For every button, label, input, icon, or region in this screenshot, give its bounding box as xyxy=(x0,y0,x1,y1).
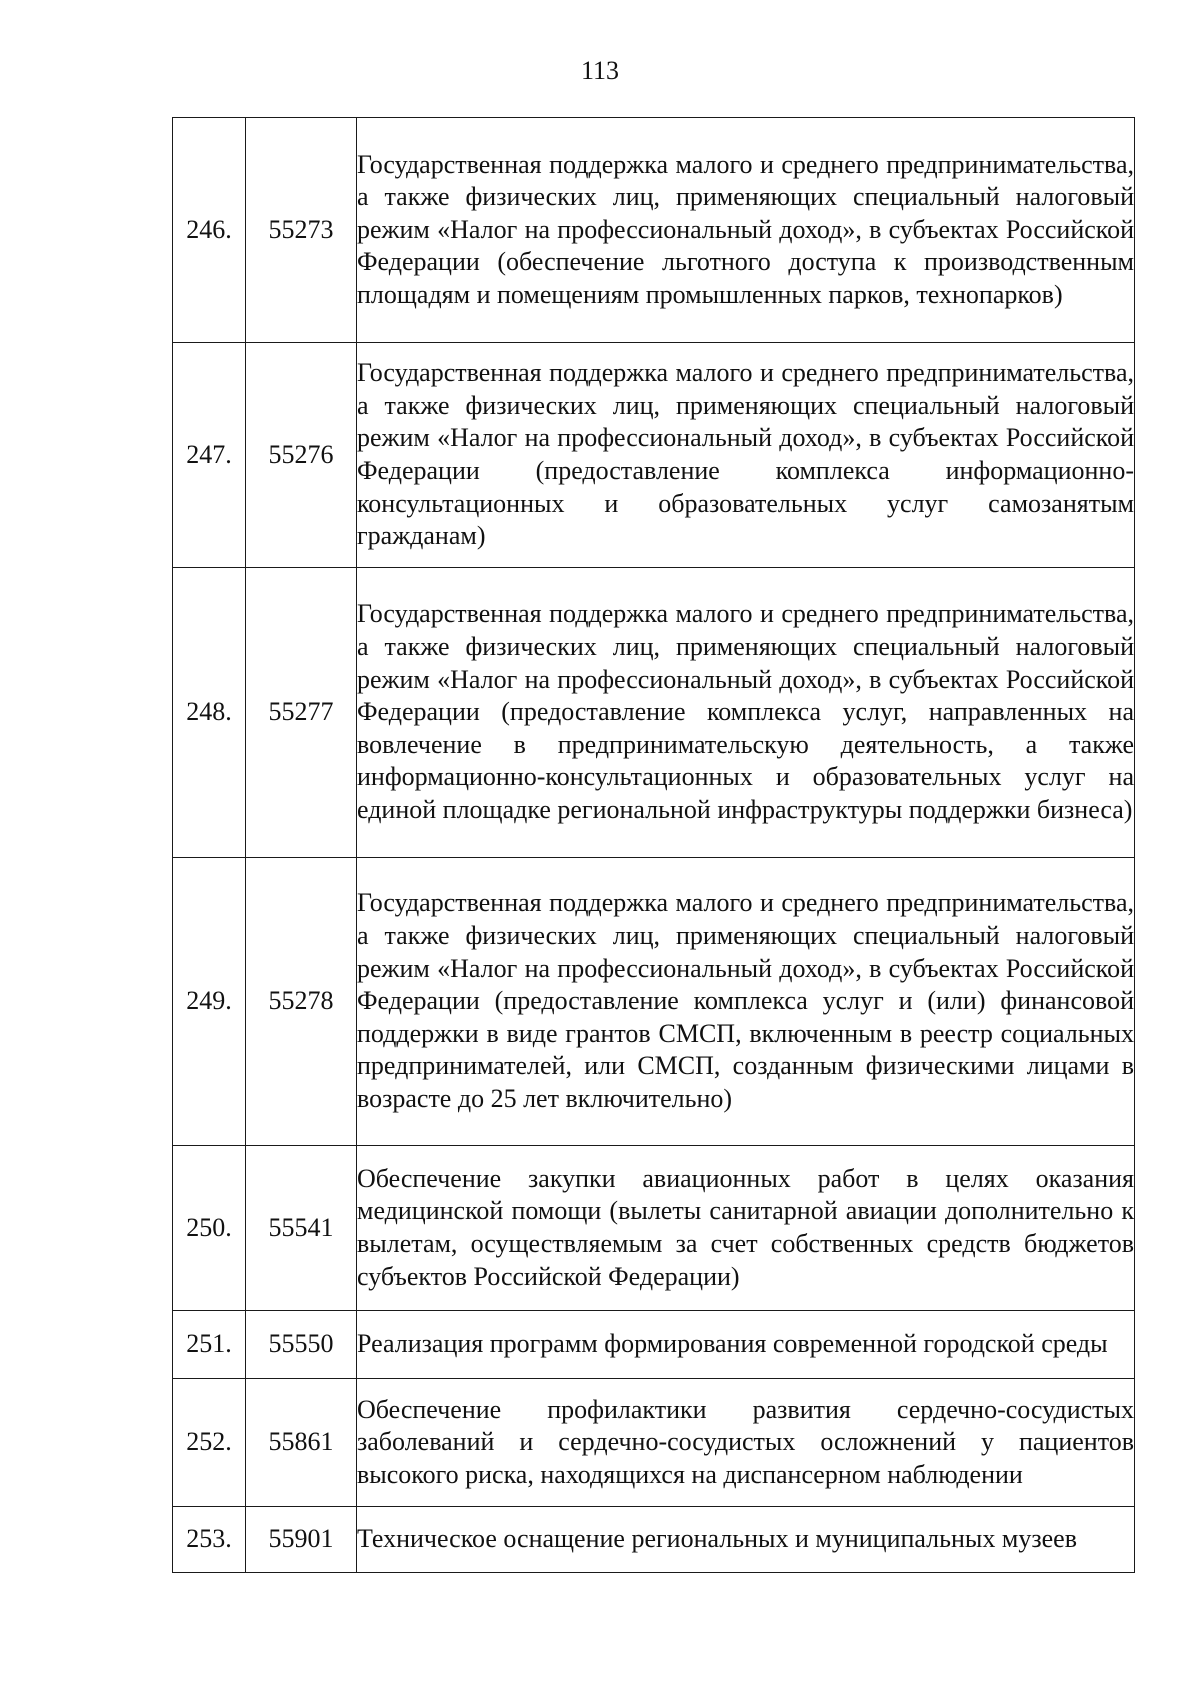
row-code: 55550 xyxy=(246,1311,357,1379)
row-number: 249. xyxy=(173,858,246,1146)
row-number: 253. xyxy=(173,1507,246,1573)
table-row xyxy=(173,1146,1135,1311)
row-description: Обеспечение закупки авиационных работ в целях оказания медицинской помощи (вылеты санитарной авиации дополнительно к вылетам, осуществляемым за счет собственных средств бюджетов субъектов Российской Федерации) xyxy=(357,1146,1135,1311)
row-number: 252. xyxy=(173,1379,246,1507)
table-row xyxy=(173,1311,1135,1379)
table-row xyxy=(173,118,1135,343)
table-row xyxy=(173,343,1135,568)
table-row xyxy=(173,568,1135,858)
row-code: 55277 xyxy=(246,568,357,858)
budget-code-table xyxy=(172,117,1135,1573)
row-description: Реализация программ формирования современной городской среды xyxy=(357,1311,1135,1379)
row-code: 55276 xyxy=(246,343,357,568)
row-description: Государственная поддержка малого и среднего предпринимательства, а также физических лиц, применяющих специальный налоговый режим «Налог на профессиональный доход», в субъектах Российской Федерации (предоставление комплекса услуг и (или) финансовой поддержки в виде грантов СМСП, включенным в реестр социальных предпринимателей, или СМСП, созданным физическими лицами в возрасте до 25 лет включительно) xyxy=(357,858,1135,1146)
row-description: Обеспечение профилактики развития сердечно-сосудистых заболеваний и сердечно-сосудистых осложнений у пациентов высокого риска, находящихся на диспансерном наблюдении xyxy=(357,1379,1135,1507)
row-code: 55278 xyxy=(246,858,357,1146)
row-number: 248. xyxy=(173,568,246,858)
table-row xyxy=(173,858,1135,1146)
row-description: Государственная поддержка малого и среднего предпринимательства, а также физических лиц, применяющих специальный налоговый режим «Налог на профессиональный доход», в субъектах Российской Федерации (предоставление комплекса информационно-консультационных и образовательных услуг самозанятым гражданам) xyxy=(357,343,1135,568)
row-description: Государственная поддержка малого и среднего предпринимательства, а также физических лиц, применяющих специальный налоговый режим «Налог на профессиональный доход», в субъектах Российской Федерации (предоставление комплекса услуг, направленных на вовлечение в предпринимательскую деятельность, а также информационно-консультационных и образовательных услуг на единой площадке региональной инфраструктуры поддержки бизнеса) xyxy=(357,568,1135,858)
table-row xyxy=(173,1379,1135,1507)
row-number: 251. xyxy=(173,1311,246,1379)
row-code: 55273 xyxy=(246,118,357,343)
row-number: 250. xyxy=(173,1146,246,1311)
page-number: 113 xyxy=(580,56,620,85)
row-code: 55861 xyxy=(246,1379,357,1507)
row-description: Техническое оснащение региональных и муниципальных музеев xyxy=(357,1507,1135,1573)
row-code: 55541 xyxy=(246,1146,357,1311)
row-code: 55901 xyxy=(246,1507,357,1573)
row-number: 246. xyxy=(173,118,246,343)
row-number: 247. xyxy=(173,343,246,568)
row-description: Государственная поддержка малого и среднего предпринимательства, а также физических лиц, применяющих специальный налоговый режим «Налог на профессиональный доход», в субъектах Российской Федерации (обеспечение льготного доступа к производственным площадям и помещениям промышленных парков, технопарков) xyxy=(357,118,1135,343)
table-row xyxy=(173,1507,1135,1573)
